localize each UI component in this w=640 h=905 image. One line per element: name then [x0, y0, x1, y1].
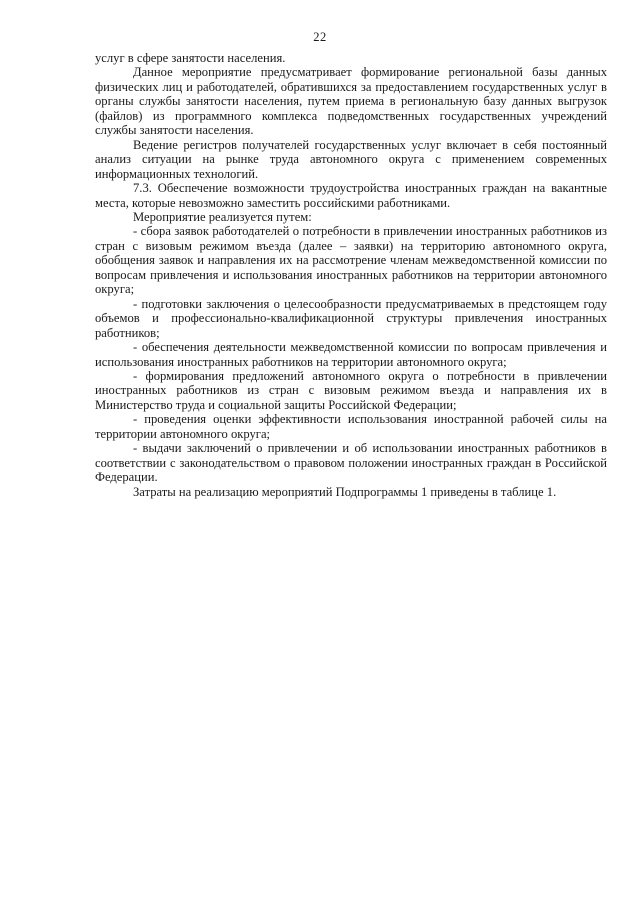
paragraph-regional-database: Данное мероприятие предусматривает формирование региональной базы данных физических лиц и работодателей, обратившихся за предоставлением государственных услуг в органы службы занятости населения, путем приема в региональную базу данных выгрузок (файлов) из программного комплекса подведомственных государственных учреждений службы занятости населения. [95, 65, 607, 138]
paragraph-registers: Ведение регистров получателей государственных услуг включает в себя постоянный анализ ситуации на рынке труда автономного округа с применением современных информационных технологий. [95, 137, 607, 181]
list-item-proposals: - формирования предложений автономного округа о потребности в привлечении иностранных работников из стран с визовым режимом въезда и направления их в Министерство труда и социальной защиты Российской Федерации; [95, 368, 607, 412]
page-number: 22 [313, 30, 327, 44]
paragraph-costs: Затраты на реализацию мероприятий Подпрограммы 1 приведены в таблице 1. [133, 484, 557, 499]
paragraph-continuation: услуг в сфере занятости населения. [95, 51, 286, 65]
list-item-applications: - сбора заявок работодателей о потребности в привлечении иностранных работников из стран с визовым режимом въезда (далее – заявки) на территорию автономного округа, обобщения заявок и направления их на рассмотрение членам межведомственной комиссии по вопросам привлечения и использования иностранных работников на территории автономного округа; [95, 224, 607, 297]
list-item-permits: - выдачи заключений о привлечении и об использовании иностранных работников в соответствии с законодательством о правовом положении иностранных граждан в Российской Федерации. [95, 441, 607, 485]
list-item-efficiency: - проведения оценки эффективности использования иностранной рабочей силы на территории автономного округа; [95, 412, 607, 441]
paragraph-section-7-3: 7.3. Обеспечение возможности трудоустройства иностранных граждан на вакантные места, которые невозможно заместить российскими работниками. [95, 181, 607, 210]
list-item-conclusion: - подготовки заключения о целесообразности предусматриваемых в предстоящем году объемов и профессионально-квалификационной структуры привлечения иностранных работников; [95, 296, 607, 340]
list-item-commission: - обеспечения деятельности межведомственной комиссии по вопросам привлечения и использования иностранных работников на территории автономного округа; [95, 340, 607, 369]
paragraph-implementation-intro: Мероприятие реализуется путем: [133, 209, 312, 224]
body-text [95, 51, 607, 499]
